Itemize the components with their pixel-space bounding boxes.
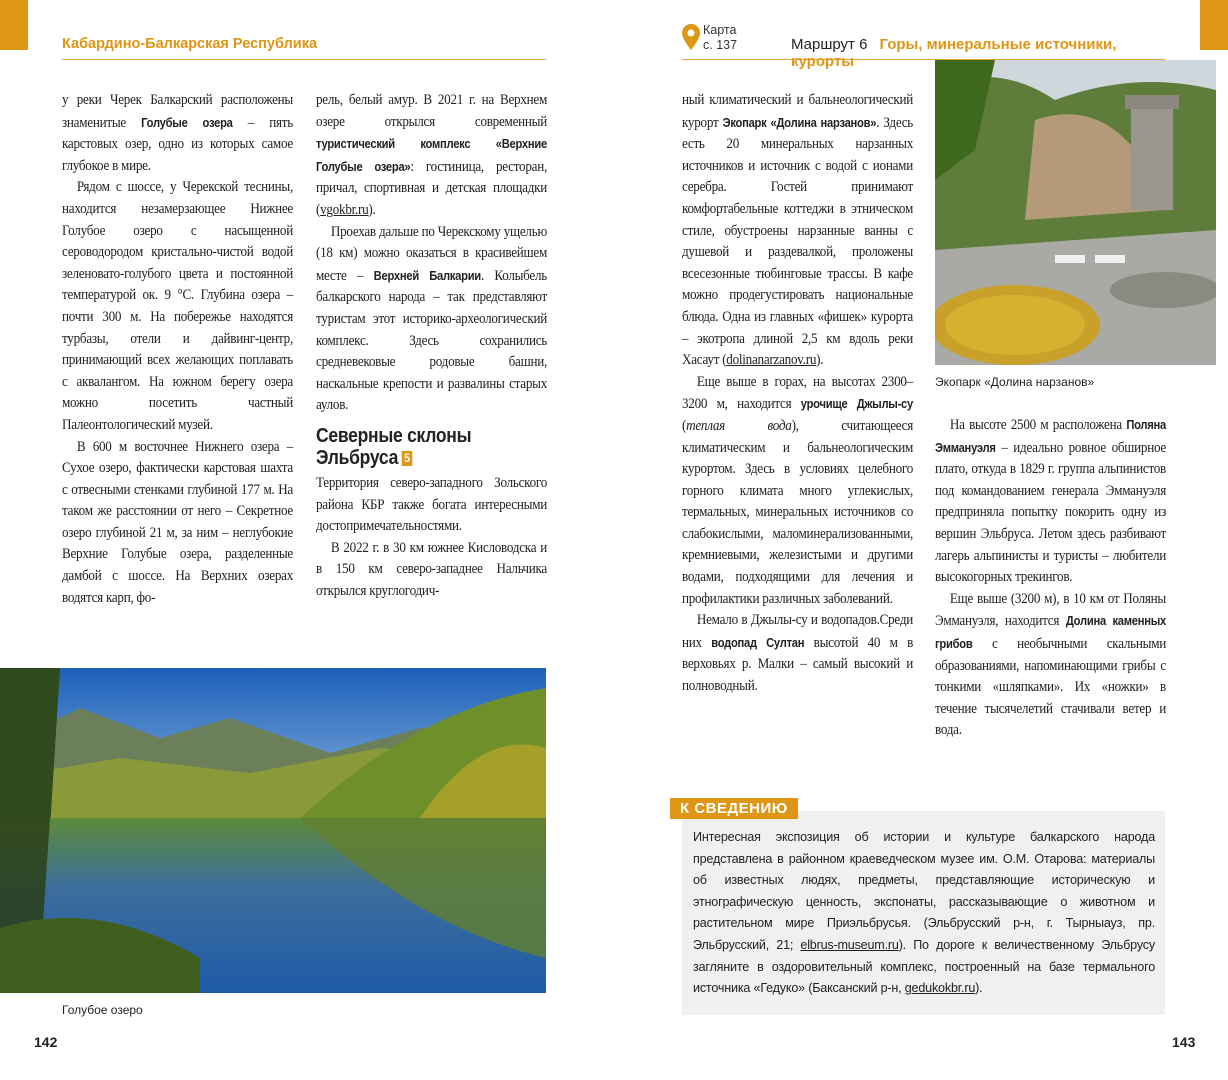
info-box-text	[693, 827, 1155, 1000]
paragraph	[316, 538, 547, 603]
text-run: ), считающееся климатическим и бальнеологическим курортом. Здесь в условиях целебного горного климата много углекислых, термальных, минеральных источников со слабокислыми, маломинерализованными, кремниевыми, железистыми и другими водами, подходящими для лечения и профилактики различных заболеваний.	[682, 417, 914, 607]
bold-term: Долина каменных грибов	[935, 613, 1166, 651]
left-column-2	[316, 90, 547, 602]
map-label: Карта	[703, 23, 737, 37]
text-run: ).	[816, 352, 824, 369]
paragraph	[935, 589, 1166, 742]
text-run: с необычными скальными образованиями, напоминающими грибы с тонкими «шляпками». Их «ножки» в течение тысячелетий стачивали ветер и вода.	[935, 635, 1166, 739]
web-link[interactable]: elbrus-museum.ru	[800, 937, 899, 952]
text-run: – пять карстовых озер, одно из которых самое глубокое в мире.	[62, 114, 293, 174]
right-column-2	[935, 414, 1166, 742]
text-run: Интересная экспозиция об истории и культуре балкарского народа представлена в районном краеведческом музее им. О.М. Отарова: материалы об известных людях, предметы, представляющие историческую и этнографическую ценность, экспонаты, рассказывающие о животном и растительном мире Приэльбрусья. (Эльбрусский р-н, г. Тырныауз, пр. Эльбрусский, 21;	[693, 830, 1155, 952]
paragraph	[682, 90, 913, 372]
text-run: . Здесь есть 20 минеральных нарзанных источников и источник с водой с ионами серебра. Гостей принимают комфортабельные коттеджи в этническом стиле, обустроены нарзанные ванны с душевой и раздевалкой, проложены всесезонные тюбинговые трассы. В кафе можно продегустировать национальные блюда. Одна из главных «фишек» курорта – экотропа длиной 2,5 км вдоль реки Хасаут (	[682, 114, 914, 369]
text-run: (	[682, 417, 687, 434]
page-tab-right	[1200, 0, 1228, 50]
paragraph	[935, 414, 1166, 589]
left-running-header	[62, 30, 546, 60]
map-marker-badge: 5	[402, 451, 413, 466]
bold-term: Голубые озера	[141, 114, 233, 130]
text-run: На высоте 2500 м расположена	[949, 417, 1127, 433]
info-box-title: К СВЕДЕНИЮ	[670, 798, 798, 819]
paragraph	[62, 177, 293, 436]
lake-photo-caption: Голубое озеро	[62, 1003, 143, 1017]
right-column-1	[682, 90, 913, 698]
text-run: ный климатический и бальнеологический курорт	[682, 92, 913, 131]
text-run: Еще выше в горах, на высотах 2300–3200 м, находится	[682, 373, 913, 413]
left-column-2-text	[316, 90, 547, 417]
map-pin-icon	[682, 24, 700, 50]
paragraph	[316, 473, 547, 538]
bold-term: водопад Султан	[711, 634, 805, 650]
text-run: : гостиница, ресторан, причал, спортивная и детская площадки (	[316, 158, 547, 218]
text-run: Проехав дальше по Черекскому ущелью (18 км) можно оказаться в красивейшем месте –	[316, 223, 547, 284]
page-tab-left	[0, 0, 28, 50]
right-running-header	[682, 23, 1165, 70]
web-link[interactable]: vgokbr.ru	[320, 201, 369, 218]
bold-term: Поляна Эммануэля	[935, 417, 1166, 455]
page-number-right: 143	[1172, 1034, 1196, 1050]
left-column-1	[62, 90, 293, 609]
text-run: ). По дороге к величественному Эльбрусу загляните в оздоровительный комплекс, построенный на базе термального источника «Гедуко» (Баксанский р-н,	[693, 937, 1155, 996]
left-column-2-after	[316, 473, 547, 603]
text-run: Еще выше (3200 м), в 10 км от Поляны Эммануэля, находится	[935, 590, 1166, 630]
italic-text: теплая вода	[686, 417, 792, 434]
text-run: Рядом с шоссе, у Черекской теснины, находится незамерзающее Нижнее Голубое озеро с насыщенной сероводородом кристально-чистой водой зеленовато-голубого цвета и постоянной температурой ок. 9 °C. Глубина озера – почти 300 м. На побережье находятся турбазы, отели и дайвинг-центр, принимающий всех желающих поплавать с аквалангом. На южном берегу озера можно посетить частный Палеонтологический музей.	[62, 179, 293, 433]
web-link[interactable]: dolinanarzanov.ru	[726, 352, 817, 369]
paragraph	[316, 90, 547, 222]
bold-term: Экопарк «Долина нарзанов»	[722, 114, 877, 130]
text-run: у реки Черек Балкарский расположены знаменитые	[62, 92, 293, 131]
paragraph	[62, 437, 293, 610]
text-run: высотой 40 м в верховьях р. Малки – самый высокий и полноводный.	[682, 634, 913, 695]
text-run: ).	[368, 201, 376, 218]
text-run: рель, белый амур. В 2021 г. на Верхнем озере открылся современный	[316, 92, 547, 130]
section-heading	[316, 425, 547, 469]
bold-term: урочище Джылы-су	[800, 396, 913, 412]
page-number-left: 142	[34, 1034, 58, 1050]
paragraph	[682, 372, 913, 611]
ecopark-photo	[935, 60, 1216, 365]
web-link[interactable]: gedukokbr.ru	[904, 981, 976, 996]
text-run: Территория северо-западного Зольского района КБР также богата интересными достопримечательностями.	[316, 474, 547, 535]
route-name: Горы, минеральные источники, курорты	[791, 36, 1117, 70]
text-run: – идеально ровное обширное плато, откуда в 1829 г. группа альпинистов под командованием генерала Эммануэля предприняла попытку покорить одну из вершин Эльбруса. Летом здесь разбивают лагерь альпинисты и туристы – любители высокогорных трекингов.	[935, 439, 1166, 586]
paragraph	[62, 90, 293, 177]
text-run: . Колыбель балкарского народа – так представляют туристам этот историко-археологический комплекс. Здесь сохранились средневековые родовые башни, наскальные крепости и развалины старых аулов.	[316, 267, 548, 414]
map-page: с. 137	[703, 38, 738, 52]
section-heading-text: Северные склоны Эльбруса	[316, 424, 472, 469]
route-number: Маршрут 6	[791, 36, 868, 53]
text-run: ).	[975, 981, 983, 996]
bold-term: туристический комплекс «Верхние Голубые озера»	[316, 136, 547, 174]
text-run: В 2022 г. в 30 км южнее Кисловодска и в 150 км северо-западнее Нальчика открылся круглогодич-	[316, 539, 547, 599]
text-run: Немало в Джылы-су и водопадов.Среди них	[682, 612, 913, 651]
map-reference[interactable]	[703, 23, 737, 53]
paragraph	[682, 610, 913, 697]
text-run: В 600 м восточнее Нижнего озера – Сухое озеро, фактически карстовая шахта с отвесными стенками глубиной 177 м. На таком же расстоянии от него – Секретное озеро глубиной 21 м, за ним – неглубокие Верхние Голубые озера, разделенные дамбой с шоссе. На Верхних озерах водятся карп, фо-	[62, 438, 293, 606]
ecopark-photo-caption: Экопарк «Долина нарзанов»	[935, 375, 1095, 389]
paragraph	[316, 222, 547, 417]
lake-photo	[0, 668, 546, 993]
region-title: Кабардино-Балкарская Республика	[62, 36, 318, 52]
bold-term: Верхней Балкарии	[373, 267, 481, 283]
